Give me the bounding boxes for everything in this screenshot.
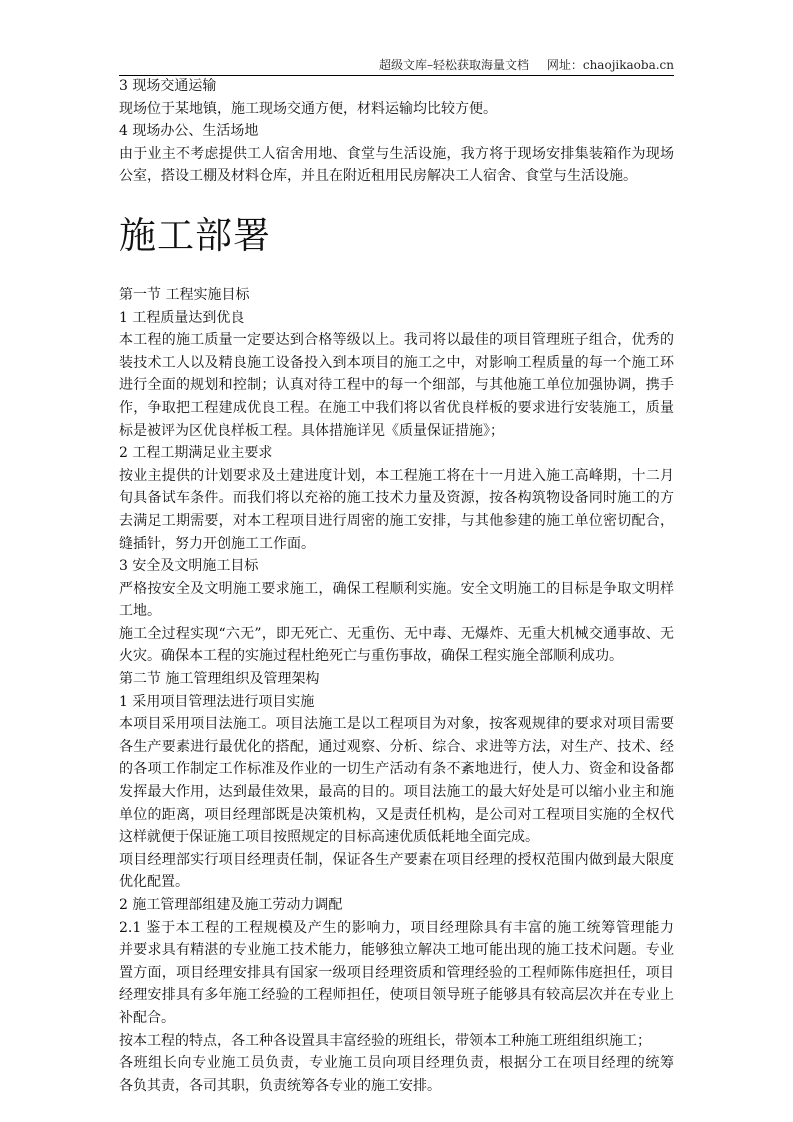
text-line: 的各项工作制定工作标准及作业的一切生产活动有条不紊地进行，使人力、资金和设备都 <box>119 761 674 778</box>
text-line: 缝插针，努力开创施工工作面。 <box>119 535 315 552</box>
text-line: 单位的距离，项目经理部既是决策机构，又是责任机构，是公司对工程项目实施的全权代 <box>119 806 674 823</box>
paragraph <box>119 917 674 1030</box>
text-line: 装技术工人以及精良施工设备投入到本项目的施工之中，对影响工程质量的每一个施工环 <box>119 354 674 371</box>
paragraph <box>119 1052 674 1097</box>
section-heading <box>119 120 674 143</box>
text-line: 本项目采用项目法施工。项目法施工是以工程项目为对象，按客观规律的要求对项目需要 <box>119 716 674 733</box>
text-line: 本工程的施工质量一定要达到合格等级以上。我司将以最佳的项目管理班子组合，优秀的 <box>119 332 674 349</box>
text-line: 置方面，项目经理安排具有国家一级项目经理资质和管理经验的工程师陈伟庭担任，项目 <box>119 964 674 981</box>
paragraph <box>119 98 674 121</box>
text-line: 2 施工管理部组建及施工劳动力调配 <box>119 897 343 913</box>
text-line: 施工部署 <box>119 213 271 257</box>
paragraph <box>119 849 674 894</box>
text-line: 施工全过程实现“六无”，即无死亡、无重伤、无中毒、无爆炸、无重大机械交通事故、无 <box>119 625 674 642</box>
section-heading <box>119 668 674 691</box>
document-body <box>119 75 674 1097</box>
section-heading <box>119 894 674 917</box>
text-line: 去满足工期需要，对本工程项目进行周密的施工安排，与其他参建的施工单位密切配合， <box>119 512 674 529</box>
section-heading <box>119 284 674 307</box>
paragraph <box>119 143 674 188</box>
text-line: 4 现场办公、生活场地 <box>119 123 259 140</box>
text-line: 发挥最大作用，达到最佳效果，最高的目的。项目法施工的最大好处是可以缩小业主和施 <box>119 784 674 801</box>
text-line: 1 工程质量达到优良 <box>119 309 245 326</box>
paragraph <box>119 623 674 668</box>
text-line: 火灾。确保本工程的实施过程杜绝死亡与重伤事故，确保工程实施全部顺利成功。 <box>119 648 623 665</box>
paragraph <box>119 713 674 849</box>
text-line: 并要求具有精湛的专业施工技术能力，能够独立解决工地可能出现的施工技术问题。专业 <box>119 942 674 959</box>
text-line: 现场位于某地镇，施工现场交通方便，材料运输均比较方便。 <box>119 100 497 117</box>
text-line: 3 现场交通运输 <box>119 78 217 94</box>
section-heading <box>119 555 674 578</box>
text-line: 各生产要素进行最优化的搭配，通过观察、分析、综合、求进等方法，对生产、技术、经 <box>119 738 674 755</box>
paragraph <box>119 1030 674 1053</box>
text-line: 1 采用项目管理法进行项目实施 <box>119 693 315 710</box>
text-line: 各负其责，各司其职，负责统筹各专业的施工安排。 <box>119 1077 441 1094</box>
text-line: 旬具备试车条件。而我们将以充裕的施工技术力量及资源，按各构筑物设备同时施工的方 <box>119 490 674 507</box>
paragraph <box>119 329 674 442</box>
text-line: 2.1 鉴于本工程的工程规模及产生的影响力，项目经理除具有丰富的施工统筹管理能力 <box>119 919 674 936</box>
section-heading <box>119 442 674 465</box>
page-title <box>119 188 674 284</box>
text-line: 3 安全及文明施工目标 <box>119 558 259 575</box>
text-line: 2 工程工期满足业主要求 <box>119 445 273 462</box>
header-url: 网址：chaojikaoba.cn <box>546 58 674 72</box>
text-line: 进行全面的规划和控制；认真对待工程中的每一个细部，与其他施工单位加强协调，携手 <box>119 377 674 394</box>
page-header <box>119 55 674 76</box>
text-line: 作，争取把工程建成优良工程。在施工中我们将以省优良样板的要求进行安装施工，质量 <box>119 399 674 416</box>
header-site-name: 超级文库–轻松获取海量文档 <box>379 58 530 72</box>
text-line: 按本工程的特点，各工种各设置具丰富经验的班组长，带领本工种施工班组组织施工； <box>119 1032 651 1049</box>
text-line: 这样就便于保证施工项目按照规定的目标高速优质低耗地全面完成。 <box>119 829 539 846</box>
text-line: 优化配置。 <box>119 874 189 891</box>
paragraph <box>119 578 674 623</box>
text-line: 严格按安全及文明施工要求施工，确保工程顺利实施。安全文明施工的目标是争取文明样 <box>119 580 674 597</box>
text-line: 公室，搭设工棚及材料仓库，并且在附近租用民房解决工人宿舍、食堂与生活设施。 <box>119 168 637 185</box>
text-line: 各班组长向专业施工员负责，专业施工员向项目经理负责，根据分工在项目经理的统筹 <box>119 1055 674 1072</box>
section-heading <box>119 75 674 98</box>
text-line: 项目经理部实行项目经理责任制，保证各生产要素在项目经理的授权范围内做到最大限度 <box>119 851 674 868</box>
text-line: 标是被评为区优良样板工程。具体措施详见《质量保证措施》； <box>119 422 504 439</box>
text-line: 经理安排具有多年施工经验的工程师担任，使项目领导班子能够具有较高层次并在专业上 <box>119 987 674 1004</box>
paragraph <box>119 465 674 555</box>
text-line: 由于业主不考虑提供工人宿舍用地、食堂与生活设施，我方将于现场安排集装箱作为现场 <box>119 145 674 162</box>
text-line: 第一节 工程实施目标 <box>119 286 250 303</box>
text-line: 工地。 <box>119 603 161 620</box>
text-line: 按业主提供的计划要求及土建进度计划，本工程施工将在十一月进入施工高峰期，十二月 <box>119 467 674 484</box>
text-line: 补配合。 <box>119 1009 175 1026</box>
section-heading <box>119 691 674 714</box>
text-line: 第二节 施工管理组织及管理架构 <box>119 671 320 688</box>
section-heading <box>119 307 674 330</box>
